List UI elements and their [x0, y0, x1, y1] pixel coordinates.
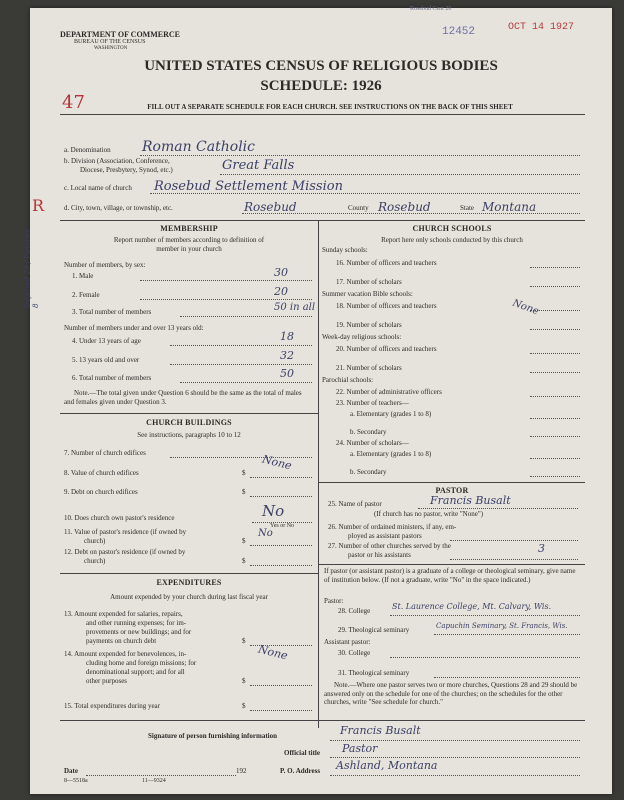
weekday-label: Week-day religious schools:: [322, 333, 402, 341]
census-form-sheet: DEPARTMENT OF COMMERCE BUREAU OF THE CENSUS WASHINGTON Rosebud Cent 20 12452 OCT 14 1927 UNITED STATES CENSUS OF RELIGIOUS BODIES SCHEDULE: 1926 47 FILL OUT A SEPARATE SCHEDULE FOR EACH CHURCH. SEE INSTRUCTIONS ON THE BACK OF THIS SHEET a. Denomination Roman Catholic b. Division (Association, Conference, Diocese, Presbytery, Synod, etc.) Great Falls c. Local name of church Rosebud Settlement Mission R d. City, town, village, or township, etc. Rosebud County Rosebud State Montana MEMBERSHIP Report number of members according to definition of member in your church Number of members, by sex: 1. Male 30 2. Female 20 3. Total number of members 50 in all Number of members under and over 13 years old: 4. Under 13 years of age 18 5. 13 years old and over 32 6. Total number of members 50 Note.—The total given under Question 6 should be the same as the total of males and females given under Question 3. Baptized 29 / Families 8 CHURCH BUILDINGS See instructions, paragraphs 10 to 12 7. Number of church edifices 8. Value of church edifices $ None 9. Debt on church edifices $ 10. Does church own pastor's residence No Yes or No 11. Value of pastor's residence (if owned by church) $ No 12. Debt on pastor's residence (if owned by church) $ EXPENDITURES Amount expended by your church during last fiscal year 13. Amount expended for salaries, repairs, and other running expenses; for im- provements or new buildings; and for payments on church debt $ 14. Amount expended for benevolences, in- cluding home and foreign missions; for denominational support; and for all other purposes $ None 15. Total expenditures during year $ CHURCH SCHOOLS Report here only schools conducted by this church Sunday schools: 16. Number of officers and teachers 17. Number of scholars Summer vacation Bible schools: 18. Number of officers and teachers None 19. Number of scholars Week-day religious schools: 20. Number of officers and teachers 21. Number of scholars Parochial schools: 22. Number of administrative officers 23. Number of teachers— a. Elementary (grades 1 to 8) b. Secondary 24. Number of scholars— a. Elementary (grades 1 to 8) b. Secondary PASTOR 25. Name of pastor Francis Busalt (If church has no pastor, write "None") 26. Number of ordained ministers, if any, em- ployed as assistant pastors 27. Number of other churches served by the pastor or his assistants 3 If pastor (or assistant pastor) is a graduate of a college or theological seminary, give name of institution below. (If not a graduate, write "No" in the space indicated.) Pastor: 28. College St. Laurence College, Mt. Calvary, Wis. 29. Theological seminary Capuchin Seminary, St. Francis, Wis. Assistant pastor: 30. College 31. Theological seminary Note.—Where one pastor serves two or more churches, Questions 28 and 29 should be answered only on the schedule for one of the churches; on the schedules for the other churches, write "See schedule for church." Signature of person furnishing information Francis Busalt Official title Pastor Date 192 P. O. Address Ashland, Montana 8—5518a 11—9324: [30, 8, 612, 794]
q12-label: 12. Debt on pastor's residence (if owned by: [64, 548, 186, 556]
q9-label: 9. Debt on church edifices: [64, 488, 138, 496]
q6-value: 50: [280, 367, 294, 380]
state-value: Montana: [482, 200, 537, 214]
q19-value: None: [510, 297, 541, 318]
q16-label: 16. Number of officers and teachers: [336, 259, 437, 267]
division-value: Great Falls: [222, 158, 295, 173]
stamp-date: OCT 14 1927: [508, 22, 575, 33]
stamp-number: 12452: [442, 26, 476, 38]
q4-value: 18: [280, 330, 294, 343]
q19-label: 19. Number of scholars: [336, 321, 402, 329]
po-address-value: Ashland, Montana: [336, 759, 438, 772]
date-label: Date: [64, 767, 78, 775]
pastor-note: Note.—Where one pastor serves two or more churches, Questions 28 and 29 should be answered only on the schedule for one of the churches; on the schedules for the other churches, write "See schedule for church.": [324, 681, 578, 706]
q8-label: 8. Value of church edifices: [64, 469, 139, 477]
buildings-sub: See instructions, paragraphs 10 to 12: [137, 431, 241, 439]
q25-hint: (If church has no pastor, write "None"): [374, 510, 484, 518]
signature-label: Signature of person furnishing information: [148, 732, 277, 740]
q1-value: 30: [274, 266, 288, 279]
q1-label: 1. Male: [72, 272, 94, 280]
q10-value: No: [262, 502, 285, 520]
official-title-value: Pastor: [342, 742, 378, 755]
q14-value: None: [256, 642, 289, 663]
q6-label: 6. Total number of members: [72, 374, 152, 382]
q23-label: 23. Number of teachers—: [336, 399, 409, 407]
denomination-value: Roman Catholic: [142, 139, 255, 155]
q3-value: 50 in all: [274, 302, 316, 313]
city-town-label: d. City, town, village, or township, etc.: [64, 204, 173, 212]
po-address-label: P. O. Address: [280, 767, 321, 775]
red-number: 47: [62, 92, 85, 113]
age-label: Number of members under and over 13 years old:: [64, 324, 204, 332]
q23a-label: a. Elementary (grades 1 to 8): [350, 410, 432, 418]
q8-value: None: [260, 452, 293, 473]
q13-label: 13. Amount expended for salaries, repairs,: [64, 610, 183, 618]
city-value: Rosebud: [244, 200, 297, 214]
q31-label: 31. Theological seminary: [338, 669, 410, 677]
membership-intro-2: member in your church: [156, 245, 222, 253]
q26-label: 26. Number of ordained ministers, if any, em-: [328, 523, 457, 531]
expenditures-sub: Amount expended by your church during last fiscal year: [110, 593, 268, 601]
membership-note: Note.—The total given under Question 6 should be the same as the total of males and females given under Question 3.: [64, 389, 302, 406]
signature-value: Francis Busalt: [340, 724, 421, 737]
members-by-sex-label: Number of members, by sex:: [64, 261, 146, 269]
schedule-title: SCHEDULE: 1926: [260, 78, 382, 94]
q27-value: 3: [538, 542, 545, 555]
q29-value: Capuchin Seminary, St. Francis, Wis.: [436, 622, 568, 630]
margin-note: Baptized 29 / Families 8: [24, 229, 40, 308]
q3-label: 3. Total number of members: [72, 308, 152, 316]
form-number: 8—5518a: [64, 778, 88, 784]
pastor-sublabel: Pastor:: [324, 597, 344, 605]
official-title-label: Official title: [284, 749, 320, 757]
print-number: 11—9324: [142, 778, 166, 784]
q30-label: 30. College: [338, 649, 371, 657]
q24b-label: b. Secondary: [350, 468, 387, 476]
q2-label: 2. Female: [72, 291, 100, 299]
parochial-label: Parochial schools:: [322, 376, 374, 384]
q11-value: No: [258, 528, 273, 539]
local-name-value: Rosebud Settlement Mission: [154, 179, 343, 194]
county-value: Rosebud: [378, 200, 431, 214]
q7-label: 7. Number of church edifices: [64, 449, 146, 457]
city-label: WASHINGTON: [94, 46, 128, 51]
q15-label: 15. Total expenditures during year: [64, 702, 160, 710]
q25-label: 25. Name of pastor: [328, 500, 382, 508]
college-note: If pastor (or assistant pastor) is a graduate of a college or theological seminary, give name of institution below. (If not a graduate, write "No" in the space indicated.): [324, 567, 576, 584]
q5-label: 5. 13 years old and over: [72, 356, 140, 364]
q17-label: 17. Number of scholars: [336, 278, 402, 286]
assistant-sublabel: Assistant pastor:: [324, 638, 371, 646]
header-rule: [60, 114, 585, 115]
q25-value: Francis Busalt: [430, 494, 511, 507]
schools-heading: CHURCH SCHOOLS: [412, 224, 492, 233]
schools-intro: Report here only schools conducted by this church: [381, 236, 523, 244]
q4-label: 4. Under 13 years of age: [72, 337, 141, 345]
corner-note: Rosebud Cent 20: [410, 6, 452, 12]
expenditures-heading: EXPENDITURES: [156, 578, 222, 587]
division-label-2: Diocese, Presbytery, Synod, etc.): [80, 166, 173, 174]
q24a-label: a. Elementary (grades 1 to 8): [350, 450, 432, 458]
state-label: State: [460, 204, 474, 212]
membership-heading: MEMBERSHIP: [160, 224, 218, 233]
q23b-label: b. Secondary: [350, 428, 387, 436]
buildings-heading: CHURCH BUILDINGS: [146, 418, 232, 427]
local-name-label: c. Local name of church: [64, 184, 132, 192]
q5-value: 32: [280, 349, 294, 362]
q27-label: 27. Number of other churches served by the: [328, 542, 451, 550]
q18-label: 18. Number of officers and teachers: [336, 302, 437, 310]
form-title: UNITED STATES CENSUS OF RELIGIOUS BODIES: [144, 58, 498, 74]
q28-value: St. Laurence College, Mt. Calvary, Wis.: [392, 602, 552, 611]
department-label: DEPARTMENT OF COMMERCE: [60, 30, 181, 39]
denomination-label: a. Denomination: [64, 146, 111, 154]
q14-label: 14. Amount expended for benevolences, in-: [64, 650, 187, 658]
q29-label: 29. Theological seminary: [338, 626, 410, 634]
pastor-heading: PASTOR: [435, 486, 469, 495]
division-label: b. Division (Association, Conference,: [64, 157, 170, 165]
yes-or-no-hint: Yes or No: [270, 523, 295, 529]
q22-label: 22. Number of administrative officers: [336, 388, 442, 396]
q10-label: 10. Does church own pastor's residence: [64, 514, 175, 522]
membership-intro-1: Report number of members according to definition of: [113, 236, 265, 244]
column-divider: [318, 220, 319, 728]
date-year: 192: [236, 767, 247, 775]
summer-label: Summer vacation Bible schools:: [322, 290, 413, 298]
q11-label: 11. Value of pastor's residence (if owned by: [64, 528, 187, 536]
instructions-line: FILL OUT A SEPARATE SCHEDULE FOR EACH CHURCH. SEE INSTRUCTIONS ON THE BACK OF THIS SHEET: [147, 103, 513, 111]
q28-label: 28. College: [338, 607, 371, 615]
county-label: County: [348, 204, 369, 212]
q2-value: 20: [274, 285, 288, 298]
red-mark: R: [32, 196, 45, 215]
sunday-label: Sunday schools:: [322, 246, 368, 254]
q20-label: 20. Number of officers and teachers: [336, 345, 437, 353]
bureau-label: BUREAU OF THE CENSUS: [74, 39, 146, 45]
q24-label: 24. Number of scholars—: [336, 439, 409, 447]
q21-label: 21. Number of scholars: [336, 364, 402, 372]
